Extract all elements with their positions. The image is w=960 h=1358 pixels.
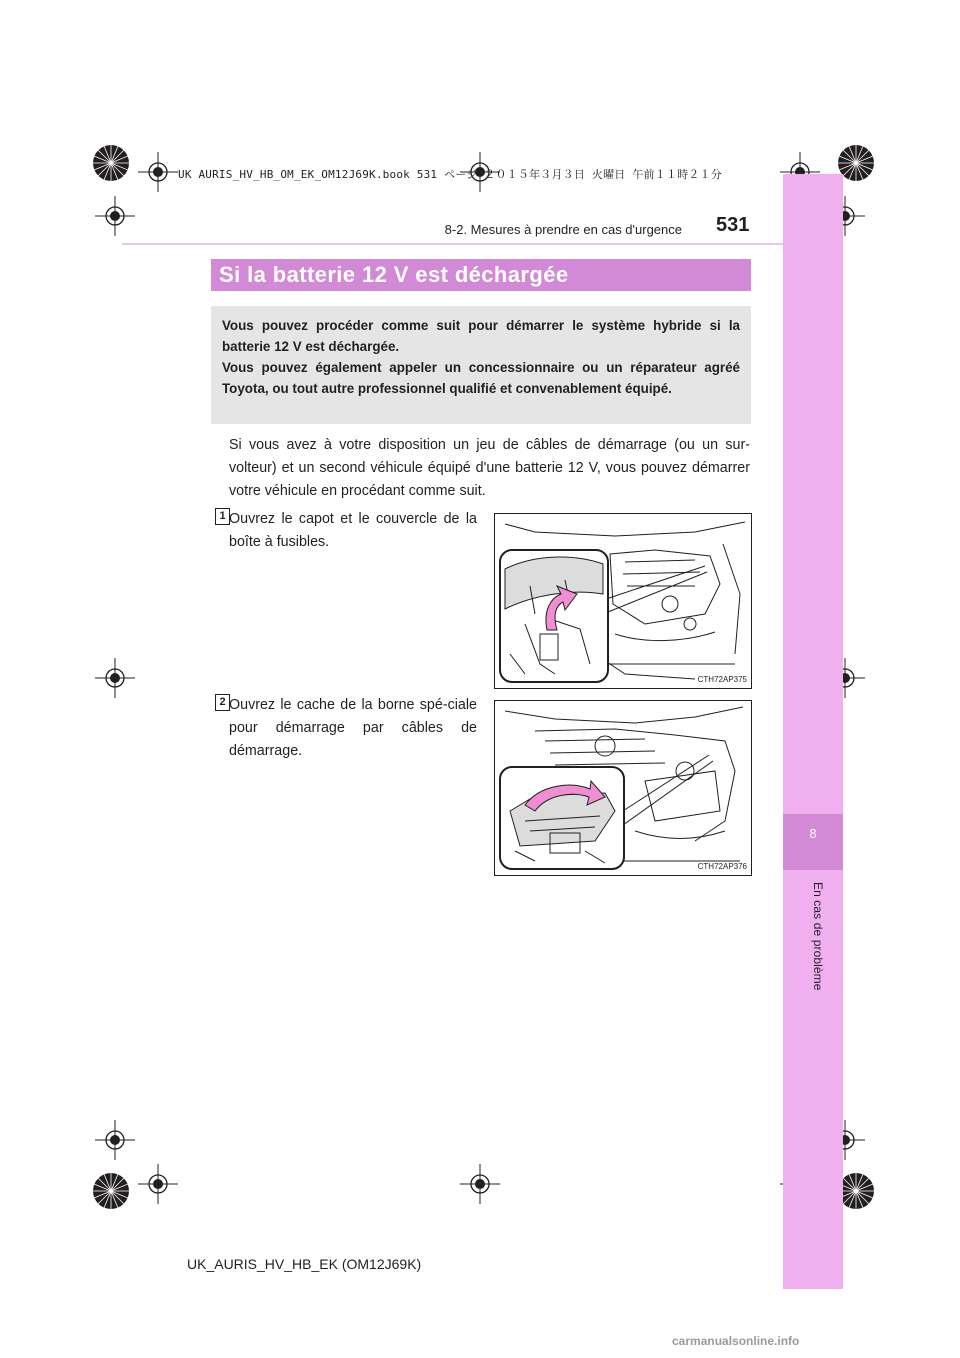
page-number: 531: [716, 214, 750, 236]
registration-mark-left-lower: [95, 1120, 135, 1160]
section-heading: 8-2. Mesures à prendre en cas d'urgence: [444, 222, 682, 237]
registration-mark-top-left: [138, 152, 178, 192]
engine-bay-terminal-cover-illustration: [495, 701, 751, 875]
registration-mark-bottom-left: [138, 1164, 178, 1204]
chapter-side-tab: [783, 174, 843, 1289]
intro-line-2: Vous pouvez également appeler un concessionnaire ou un réparateur agréé Toyota, ou tout autre professionnel qualifié et convenablement équipé.: [222, 360, 740, 396]
figure-step-2: [494, 700, 752, 876]
crosshair-registration-icon: [95, 658, 135, 698]
intro-line-1: Vous pouvez procéder comme suit pour démarrer le système hybride si la batterie 12 V est déchargée.: [222, 318, 740, 354]
body-paragraph: Si vous avez à votre disposition un jeu de câbles de démarrage (ou un sur-volteur) et un second véhicule équipé d'une batterie 12 V, vous pouvez démarrer votre véhicule en procédant comme suit.: [229, 437, 750, 499]
crosshair-registration-icon: [460, 1164, 500, 1204]
crosshair-registration-icon: [95, 1120, 135, 1160]
intro-box: [211, 306, 751, 424]
header-rule: [122, 243, 783, 245]
watermark: carmanualsonline.info: [672, 1334, 800, 1348]
chapter-label: En cas de problème: [811, 882, 825, 991]
registration-mark-left-middle: [95, 658, 135, 698]
crosshair-registration-icon: [95, 196, 135, 236]
radial-mark-top-left: [92, 144, 130, 182]
step-number-1: 1: [215, 508, 230, 525]
footer-model-code: UK_AURIS_HV_HB_EK (OM12J69K): [187, 1256, 422, 1272]
crosshair-registration-icon: [138, 152, 178, 192]
step-number-2: 2: [215, 694, 230, 711]
figure-code-2: CTH72AP376: [697, 862, 747, 871]
crosshair-registration-icon: [138, 1164, 178, 1204]
step-text-2: Ouvrez le cache de la borne spé-ciale pour démarrage par câbles de démarrage.: [229, 697, 477, 759]
radial-mark-bottom-left: [92, 1172, 130, 1210]
engine-bay-fusebox-illustration: [495, 514, 751, 688]
figure-code-1: CTH72AP375: [697, 675, 747, 684]
figure-step-1: [494, 513, 752, 689]
chapter-number-box: [783, 814, 843, 870]
registration-mark-left-upper: [95, 196, 135, 236]
chapter-number: 8: [809, 826, 817, 841]
book-stamp: UK AURIS_HV_HB_OM_EK_OM12J69K.book 531 ページ ２０１５年３月３日 火曜日 午前１１時２１分: [178, 168, 722, 181]
page-title: Si la batterie 12 V est déchargée: [211, 259, 751, 291]
radial-print-mark-icon: [92, 1172, 130, 1210]
step-text-1: Ouvrez le capot et le couvercle de la boîte à fusibles.: [229, 511, 477, 550]
radial-print-mark-icon: [92, 144, 130, 182]
registration-mark-bottom-center: [460, 1164, 500, 1204]
